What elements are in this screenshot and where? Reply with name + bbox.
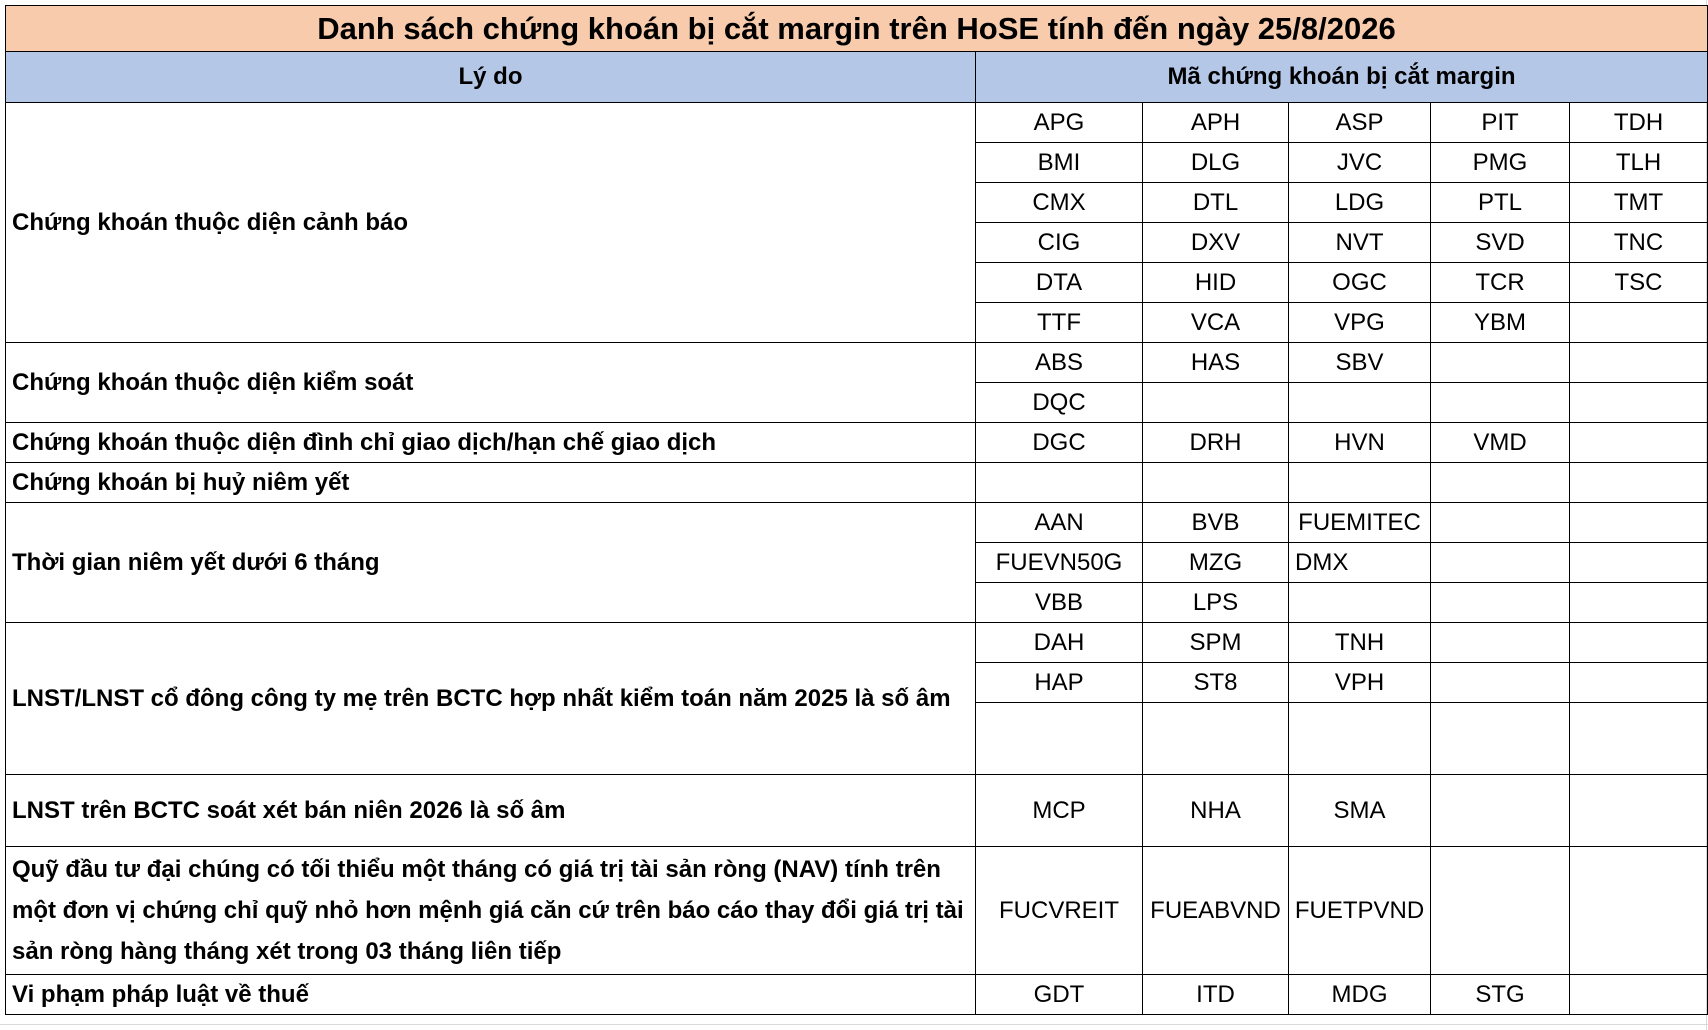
ticker-cell: TLH [1570, 143, 1708, 183]
ticker-cell: CMX [976, 183, 1143, 223]
ticker-cell: MDG [1289, 975, 1431, 1015]
ticker-cell: LDG [1289, 183, 1431, 223]
ticker-cell: NHA [1143, 775, 1289, 847]
ticker-cell: ASP [1289, 103, 1431, 143]
ticker-cell: ST8 [1143, 663, 1289, 703]
ticker-cell [1431, 583, 1570, 623]
table-row [6, 847, 1708, 975]
ticker-cell: MCP [976, 775, 1143, 847]
reason-cell: Chứng khoán bị huỷ niêm yết [6, 463, 976, 503]
table-row [6, 103, 1708, 143]
ticker-cell: NVT [1289, 223, 1431, 263]
ticker-cell [1570, 543, 1708, 583]
ticker-cell [1570, 775, 1708, 847]
ticker-cell [1570, 583, 1708, 623]
ticker-cell [1570, 463, 1708, 503]
ticker-cell: OGC [1289, 263, 1431, 303]
ticker-cell: HAS [1143, 343, 1289, 383]
ticker-cell: APH [1143, 103, 1289, 143]
ticker-cell [1570, 975, 1708, 1015]
ticker-cell: VPH [1289, 663, 1431, 703]
ticker-cell: BVB [1143, 503, 1289, 543]
reason-cell: Chứng khoán thuộc diện đình chỉ giao dịch/hạn chế giao dịch [6, 423, 976, 463]
ticker-cell: CIG [976, 223, 1143, 263]
ticker-cell: BMI [976, 143, 1143, 183]
ticker-cell: FUCVREIT [976, 847, 1143, 975]
ticker-cell [1570, 623, 1708, 663]
ticker-cell: PMG [1431, 143, 1570, 183]
table-row [6, 503, 1708, 543]
header-codes: Mã chứng khoán bị cắt margin [976, 52, 1708, 103]
ticker-cell: DLG [1143, 143, 1289, 183]
ticker-cell: STG [1431, 975, 1570, 1015]
ticker-cell: HVN [1289, 423, 1431, 463]
ticker-cell: DTA [976, 263, 1143, 303]
table-row [6, 343, 1708, 383]
reason-cell: LNST/LNST cổ đông công ty mẹ trên BCTC hợp nhất kiểm toán năm 2025 là số âm [6, 623, 976, 775]
ticker-cell [1143, 463, 1289, 503]
reason-cell: Quỹ đầu tư đại chúng có tối thiểu một tháng có giá trị tài sản ròng (NAV) tính trên một đơn vị chứng chỉ quỹ nhỏ hơn mệnh giá căn cứ trên báo cáo thay đổi giá trị tài sản ròng hàng tháng xét trong 03 tháng liên tiếp [6, 847, 976, 975]
ticker-cell: YBM [1431, 303, 1570, 343]
ticker-cell: DXV [1143, 223, 1289, 263]
ticker-cell [1289, 583, 1431, 623]
reason-cell: Thời gian niêm yết dưới 6 tháng [6, 503, 976, 623]
ticker-cell [1570, 303, 1708, 343]
ticker-cell [1570, 503, 1708, 543]
ticker-cell: FUEABVND [1143, 847, 1289, 975]
ticker-cell [1289, 463, 1431, 503]
ticker-cell: VPG [1289, 303, 1431, 343]
ticker-cell: SBV [1289, 343, 1431, 383]
ticker-cell: DAH [976, 623, 1143, 663]
ticker-cell [1431, 703, 1570, 775]
ticker-cell [1570, 383, 1708, 423]
ticker-cell: DMX [1289, 543, 1431, 583]
ticker-cell [1570, 847, 1708, 975]
table-row [6, 623, 1708, 663]
ticker-cell: HAP [976, 663, 1143, 703]
ticker-cell: PTL [1431, 183, 1570, 223]
ticker-cell: HID [1143, 263, 1289, 303]
ticker-cell: FUEMITEC [1289, 503, 1431, 543]
ticker-cell [1570, 423, 1708, 463]
ticker-cell: DRH [1143, 423, 1289, 463]
ticker-cell [1143, 383, 1289, 423]
ticker-cell: TMT [1570, 183, 1708, 223]
ticker-cell: APG [976, 103, 1143, 143]
ticker-cell: TNH [1289, 623, 1431, 663]
reason-cell: Chứng khoán thuộc diện cảnh báo [6, 103, 976, 343]
ticker-cell: TSC [1570, 263, 1708, 303]
table-row [6, 423, 1708, 463]
ticker-cell [1431, 343, 1570, 383]
ticker-cell: TDH [1570, 103, 1708, 143]
ticker-cell: VBB [976, 583, 1143, 623]
ticker-cell: SVD [1431, 223, 1570, 263]
ticker-cell [1431, 847, 1570, 975]
ticker-cell: LPS [1143, 583, 1289, 623]
ticker-cell [1570, 343, 1708, 383]
ticker-cell [1431, 383, 1570, 423]
ticker-cell: VMD [1431, 423, 1570, 463]
table-row [6, 975, 1708, 1015]
table-row [6, 775, 1708, 847]
ticker-cell: JVC [1289, 143, 1431, 183]
ticker-cell: GDT [976, 975, 1143, 1015]
ticker-cell [1431, 623, 1570, 663]
table-row [6, 463, 1708, 503]
ticker-cell: ITD [1143, 975, 1289, 1015]
ticker-cell [976, 703, 1143, 775]
ticker-cell: SMA [1289, 775, 1431, 847]
ticker-cell: MZG [1143, 543, 1289, 583]
ticker-cell: SPM [1143, 623, 1289, 663]
ticker-cell [1143, 703, 1289, 775]
ticker-cell: FUETPVND [1289, 847, 1431, 975]
ticker-cell [1570, 703, 1708, 775]
ticker-cell: FUEVN50G [976, 543, 1143, 583]
ticker-cell [1431, 503, 1570, 543]
ticker-cell [1570, 663, 1708, 703]
ticker-cell: DTL [1143, 183, 1289, 223]
ticker-cell: TCR [1431, 263, 1570, 303]
ticker-cell [1289, 703, 1431, 775]
ticker-cell [1431, 663, 1570, 703]
ticker-cell: ABS [976, 343, 1143, 383]
reason-cell: Chứng khoán thuộc diện kiểm soát [6, 343, 976, 423]
margin-cut-table [5, 5, 1708, 1015]
ticker-cell: AAN [976, 503, 1143, 543]
ticker-cell [976, 463, 1143, 503]
reason-cell: Vi phạm pháp luật về thuế [6, 975, 976, 1015]
ticker-cell: PIT [1431, 103, 1570, 143]
ticker-cell: DQC [976, 383, 1143, 423]
ticker-cell [1289, 383, 1431, 423]
ticker-cell [1431, 463, 1570, 503]
table-title: Danh sách chứng khoán bị cắt margin trên HoSE tính đến ngày 25/8/2026 [6, 6, 1708, 52]
ticker-cell [1431, 775, 1570, 847]
ticker-cell: TNC [1570, 223, 1708, 263]
ticker-cell [1431, 543, 1570, 583]
reason-cell: LNST trên BCTC soát xét bán niên 2026 là số âm [6, 775, 976, 847]
header-reason: Lý do [6, 52, 976, 103]
ticker-cell: TTF [976, 303, 1143, 343]
ticker-cell: DGC [976, 423, 1143, 463]
ticker-cell: VCA [1143, 303, 1289, 343]
